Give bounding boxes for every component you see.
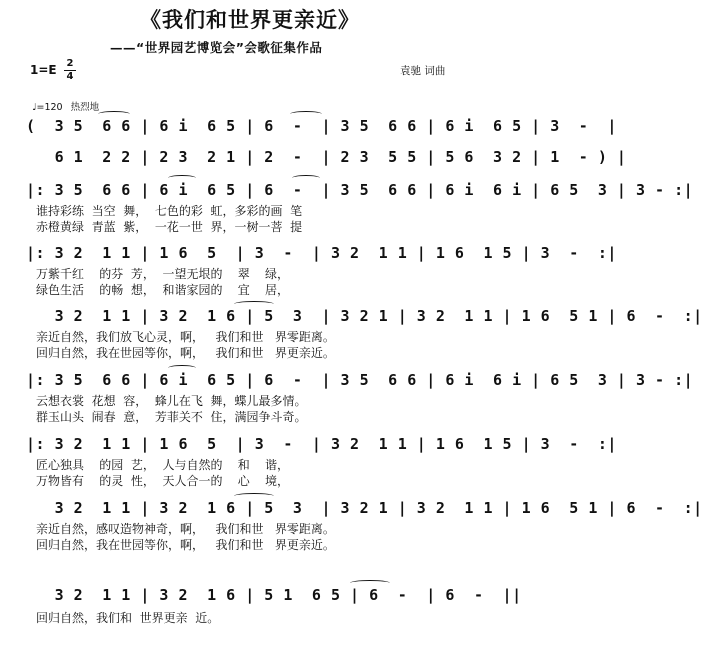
notation-line: |: 3 2 1 1 | 1 6 5 | 3 - | 3 2 1 1 | 1 6 1 5 | 3 - :| (26, 244, 617, 262)
slur-mark (168, 365, 196, 371)
lyric-line: 亲近自然，我们放飞心灵，啊， 我们和世 界零距离。 (36, 330, 335, 344)
lyric-line: 谁持彩练 当空 舞， 七色的彩 虹，多彩的画 笔 (36, 204, 303, 218)
notation-line: 3 2 1 1 | 3 2 1 6 | 5 3 | 3 2 1 | 3 2 1 1 | 1 6 5 1 | 6 - :| (26, 499, 703, 517)
lyric-line: 亲近自然，感叹造物神奇，啊， 我们和世 界零距离。 (36, 522, 335, 536)
key-signature: 1=E (30, 63, 57, 77)
lyric-line: 绿色生活 的畅 想， 和谐家园的 宜 居， (36, 283, 290, 297)
meter-bottom: 4 (66, 71, 74, 82)
lyric-line: 万物皆有 的灵 性， 天人合一的 心 境， (36, 474, 290, 488)
tempo-value: ♩=120 (32, 102, 63, 113)
slur-mark (292, 175, 320, 181)
time-signature (64, 59, 76, 82)
slur-mark (290, 111, 322, 117)
slur-mark (350, 580, 390, 586)
notation-line: |: 3 5 6 6 | 6 i 6 5 | 6 - | 3 5 6 6 | 6 i 6 i | 6 5 3 | 3 - :| (26, 371, 694, 389)
song-title: 《我们和世界更亲近》 (140, 7, 360, 32)
tempo-marking (32, 99, 99, 113)
lyric-line: 回归自然，我在世园等你，啊， 我们和世 界更亲近。 (36, 538, 335, 552)
lyric-line: 群玉山头 闹春 意， 芳菲关不 住，满园争斗奇。 (36, 410, 307, 424)
notation-line: |: 3 2 1 1 | 1 6 5 | 3 - | 3 2 1 1 | 1 6 1 5 | 3 - :| (26, 435, 617, 453)
lyric-line: 匠心独具 的园 艺， 人与自然的 和 谐， (36, 458, 290, 472)
tempo-label: 热烈地 (70, 102, 100, 113)
slur-mark (234, 493, 274, 499)
lyric-line: 万紫千红 的芬 芳， 一望无垠的 翠 绿， (36, 267, 290, 281)
notation-line: |: 3 5 6 6 | 6 i 6 5 | 6 - | 3 5 6 6 | 6 i 6 i | 6 5 3 | 3 - :| (26, 181, 694, 199)
notation-line: 6 1 2 2 | 2 3 2 1 | 2 - | 2 3 5 5 | 5 6 3 2 | 1 - ) | (26, 148, 627, 166)
composer-credit: 袁驰 词曲 (400, 65, 446, 77)
slur-mark (168, 175, 196, 181)
lyric-line: 云想衣裳 花想 容， 蜂儿在飞 舞，蝶儿最多情。 (36, 394, 307, 408)
lyric-line: 赤橙黄绿 青蓝 紫， 一花一世 界，一树一菩 提 (36, 220, 303, 234)
notation-line: 3 2 1 1 | 3 2 1 6 | 5 3 | 3 2 1 | 3 2 1 1 | 1 6 5 1 | 6 - :| (26, 307, 703, 325)
slur-mark (234, 301, 274, 307)
lyric-line: 回归自然，我们和 世界更亲 近。 (36, 611, 220, 625)
lyric-line: 回归自然，我在世园等你，啊， 我们和世 界更亲近。 (36, 346, 335, 360)
song-subtitle: ——“世界园艺博览会”会歌征集作品 (110, 40, 323, 55)
meter-top: 2 (66, 58, 74, 69)
notation-line: ( 3 5 6 6 | 6 i 6 5 | 6 - | 3 5 6 6 | 6 i 6 5 | 3 - | (26, 117, 617, 135)
slur-mark (98, 111, 130, 117)
notation-line: 3 2 1 1 | 3 2 1 6 | 5 1 6 5 | 6 - | 6 - || (26, 586, 522, 604)
